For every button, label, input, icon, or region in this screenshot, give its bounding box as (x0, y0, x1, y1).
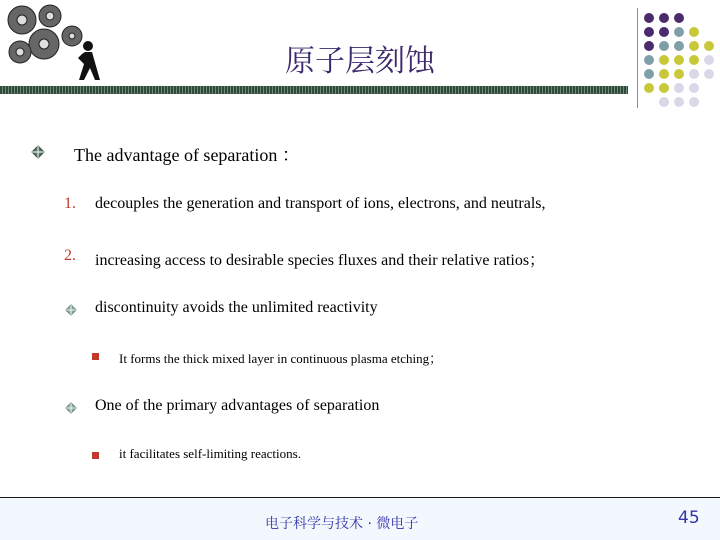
square-bullet-icon (92, 353, 99, 360)
point-a-text: discontinuity avoids the unlimited reactivity (95, 299, 378, 316)
title-underline (0, 86, 628, 94)
diamond-bullet-icon (65, 304, 77, 316)
gears-logo (2, 2, 102, 84)
decorative-dot-grid (640, 10, 720, 120)
item-number: 1. (64, 195, 76, 212)
diamond-bullet-icon (31, 145, 45, 159)
page-number: 45 (678, 508, 700, 528)
heading-text: The advantage of separation ： (74, 145, 300, 165)
point-b-subtext: it facilitates self-limiting reactions. (119, 446, 301, 461)
diamond-bullet-icon (65, 402, 77, 414)
item-number: 2. (64, 247, 76, 264)
slide-title: 原子层刻蚀 (285, 44, 435, 79)
point-a-subtext: It forms the thick mixed layer in continuous plasma etching； (119, 351, 443, 366)
footer-text: 电子科学与技术 · 微电子 (265, 516, 419, 532)
item-text: decouples the generation and transport of ions, electrons, and neutrals, (95, 195, 546, 212)
point-b-text: One of the primary advantages of separation (95, 397, 380, 414)
item-text: increasing access to desirable species fluxes and their relative ratios； (95, 252, 546, 269)
square-bullet-icon (92, 452, 99, 459)
divider-vertical (637, 8, 638, 108)
